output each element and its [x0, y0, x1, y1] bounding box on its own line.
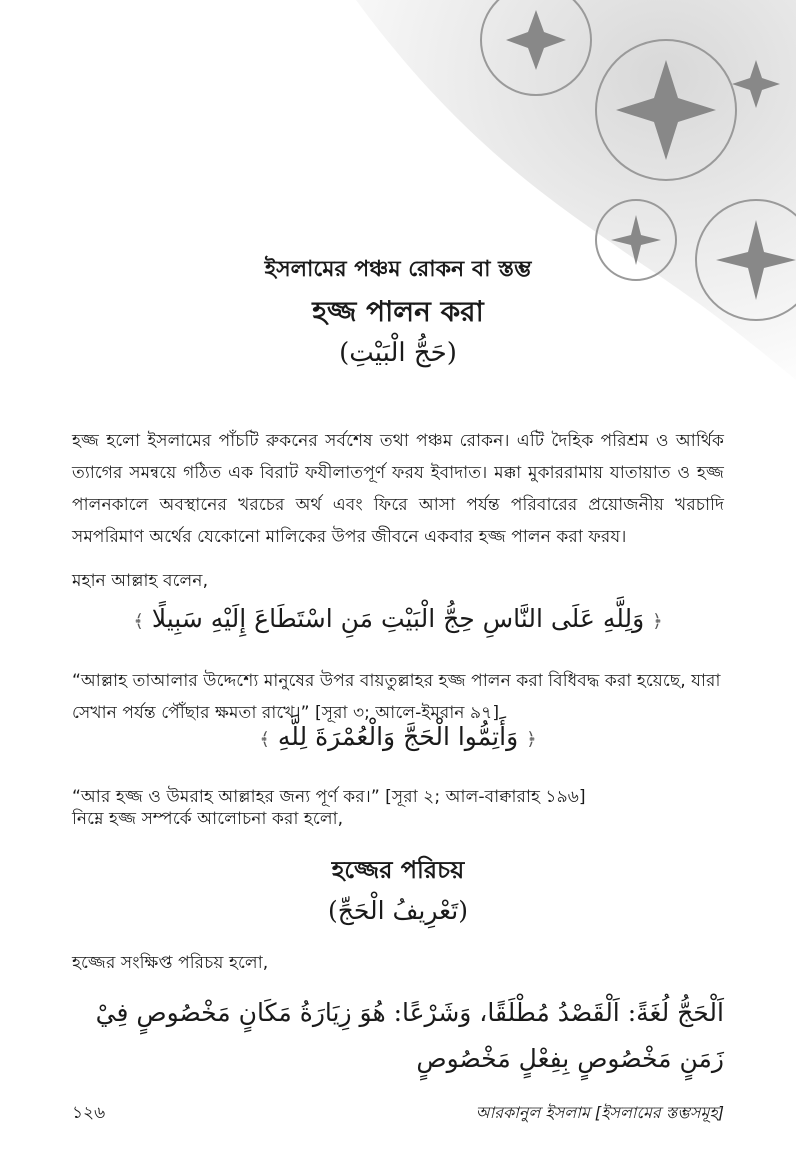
quran-verse-1-text: وَلِلَّهِ عَلَى النَّاسِ حِجُّ الْبَيْتِ مَنِ اسْتَطَاعَ إِلَيْهِ سَبِيلًا: [151, 604, 645, 633]
page-title: হজ্জ পালন করা: [312, 295, 484, 328]
arabic-title: (حَجُّ الْبَيْتِ): [339, 338, 457, 368]
pillar-heading: ইসলামের পঞ্চম রোকন বা স্তম্ভ: [264, 257, 532, 282]
verse-bracket-close: ﴾: [259, 729, 270, 750]
discussion-line: নিম্নে হজ্জ সম্পর্কে আলোচনা করা হলো,: [72, 809, 344, 829]
allah-says-line: মহান আল্লাহ বলেন,: [72, 571, 209, 591]
verse-bracket-close: ﴾: [133, 611, 144, 632]
section-arabic-title: (تَعْرِيفُ الْحَجِّ): [328, 896, 468, 925]
quran-verse-2: [72, 722, 724, 751]
quran-verse-2-text: وَأَتِمُّوا الْحَجَّ وَالْعُمْرَةَ لِلَّهِ: [277, 722, 519, 751]
verse-2-translation: “আর হজ্জ ও উমরাহ আল্লাহর জন্য পূর্ণ কর।” [সূরা ২; আল-বাক্বারাহ ১৯৬]: [72, 787, 586, 808]
verse-bracket-open: ﴿: [652, 611, 663, 632]
verse-bracket-open: ﴿: [526, 729, 537, 750]
book-title: আরকানুল ইসলাম [ইসলামের স্তম্ভসমূহ]: [475, 1103, 724, 1122]
page-number: ১২৬: [72, 1103, 106, 1123]
section-intro: হজ্জের সংক্ষিপ্ত পরিচয় হলো,: [72, 953, 269, 973]
arabic-definition: اَلْحَجُّ لُغَةً: اَلْقَصْدُ مُطْلَقًا، وَشَرْعًا: هُوَ زِيَارَةُ مَكَانٍ مَخْصُوصٍ فِيْ زَمَنٍ مَخْصُوصٍ بِفِعْلٍ مَخْصُوصٍ: [95, 998, 724, 1073]
verse-1-translation: “আল্লাহ তাআলার উদ্দেশ্যে মানুষের উপর বায়তুল্লাহর হজ্জ পালন করা বিধিবদ্ধ করা হয়েছে, যারা সেখান পর্যন্ত পৌঁছার ক্ষমতা রাখে।” [সূরা ৩; আলে-ইমরান ৯৭]: [72, 671, 721, 724]
quran-verse-1: [72, 604, 724, 633]
intro-paragraph: হজ্জ হলো ইসলামের পাঁচটি রুকনের সর্বশেষ তথা পঞ্চম রোকন। এটি দৈহিক পরিশ্রম ও আর্থিক ত্যাগের সমন্বয়ে গঠিত এক বিরাট ফযীলাতপূর্ণ ফরয ইবাদাত। মক্কা মুকাররামায় যাতায়াত ও হজ্জ পালনকালে অবস্থানের খরচের অর্থ এবং ফিরে আসা পর্যন্ত পরিবারের প্রয়োজনীয় খরচাদি সমপরিমাণ অর্থের যেকোনো মালিকের উপর জীবনে একবার হজ্জ পালন করা ফরয।: [72, 431, 724, 548]
section-title: হজ্জের পরিচয়: [331, 856, 465, 884]
